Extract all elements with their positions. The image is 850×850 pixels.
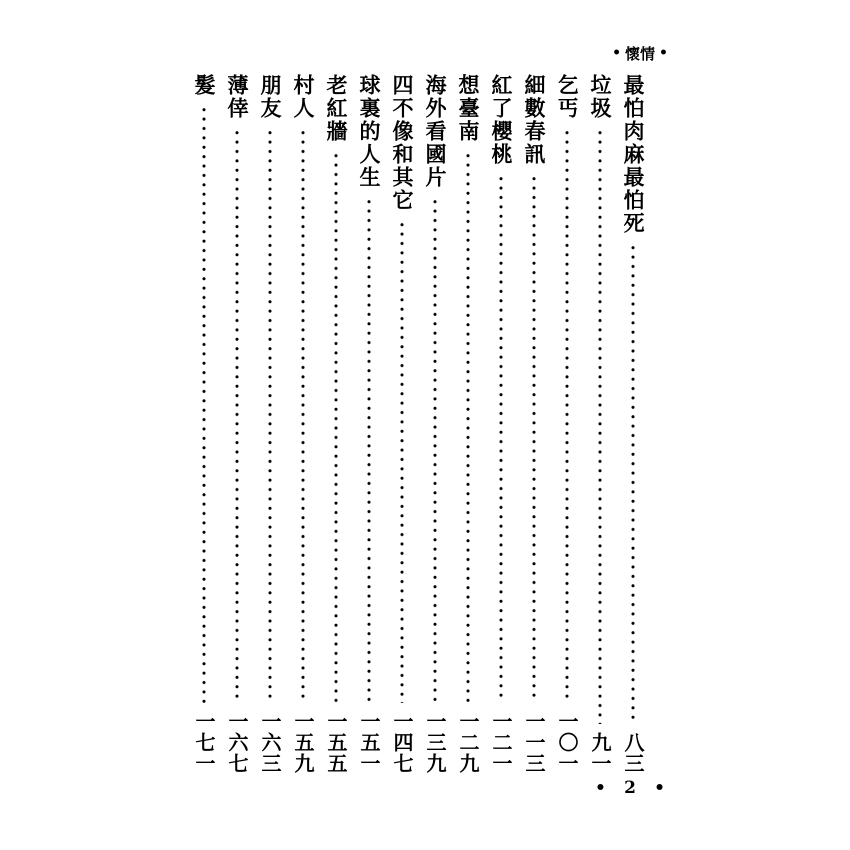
toc-entry-page: 八三 [621,732,645,774]
toc-entry [621,74,645,774]
toc-entry [390,74,414,774]
toc-entry [522,74,546,774]
toc-entry-title: 四不像和其它 [390,74,415,212]
dot-leader [367,197,371,703]
header-title: 懷情 [625,44,656,63]
dot-leader [532,174,536,703]
dot-leader [466,151,470,703]
dot-leader [433,197,437,703]
footer-ornament-right: • [654,778,665,798]
toc-entry-page: 一六七 [225,711,249,774]
toc-entry-title: 髮 [192,74,217,97]
table-of-contents [192,74,645,774]
header-ornament-right: • [659,45,668,61]
toc-entry [456,74,480,774]
dot-leader [499,174,503,703]
toc-entry-page: 九一 [588,732,612,774]
toc-entry-page: 一四七 [390,711,414,774]
toc-entry-title: 朋友 [258,74,283,120]
toc-entry-page: 一一三 [522,711,546,774]
toc-entry-title: 老紅牆 [324,74,349,143]
toc-entry-title: 垃圾 [588,74,613,120]
toc-entry-title: 最怕肉麻最怕死 [621,74,646,235]
toc-entry [291,74,315,774]
dot-leader [631,243,635,724]
toc-entry-page: 一二九 [456,711,480,774]
toc-entry-page: 一五九 [291,711,315,774]
running-header [588,42,668,64]
toc-entry [192,74,216,774]
dot-leader [202,105,206,703]
toc-entry-page: 一三九 [423,711,447,774]
dot-leader [301,128,305,703]
toc-entry-page: 一〇一 [555,711,579,774]
toc-entry-title: 想臺南 [456,74,481,143]
dot-leader [565,128,569,703]
toc-entry [225,74,249,774]
toc-entry [489,74,513,774]
toc-entry [588,74,612,774]
toc-entry-title: 細數春訊 [522,74,547,166]
toc-entry [357,74,381,774]
toc-entry-title: 村人 [291,74,316,120]
toc-entry-title: 薄倖 [225,74,250,120]
page-footer [595,776,665,800]
toc-entry-page: 一五一 [357,711,381,774]
dot-leader [235,128,239,703]
toc-entry-title: 海外看國片 [423,74,448,189]
toc-entry-title: 紅了櫻桃 [489,74,514,166]
dot-leader [268,128,272,703]
toc-entry [258,74,282,774]
footer-ornament-left: • [595,778,606,798]
toc-entry [423,74,447,774]
toc-entry-page: 一七一 [192,711,216,774]
header-ornament-left: • [612,45,622,61]
toc-entry-title: 乞丐 [555,74,580,120]
toc-entry-title: 球裏的人生 [357,74,382,189]
toc-entry-page: 一五五 [324,711,348,774]
toc-entry-page: 一六三 [258,711,282,774]
toc-entry [555,74,579,774]
toc-entry [324,74,348,774]
page-number: 2 [624,778,636,798]
dot-leader [400,220,404,703]
dot-leader [334,151,338,703]
toc-entry-page: 一二一 [489,711,513,774]
dot-leader [598,128,602,724]
